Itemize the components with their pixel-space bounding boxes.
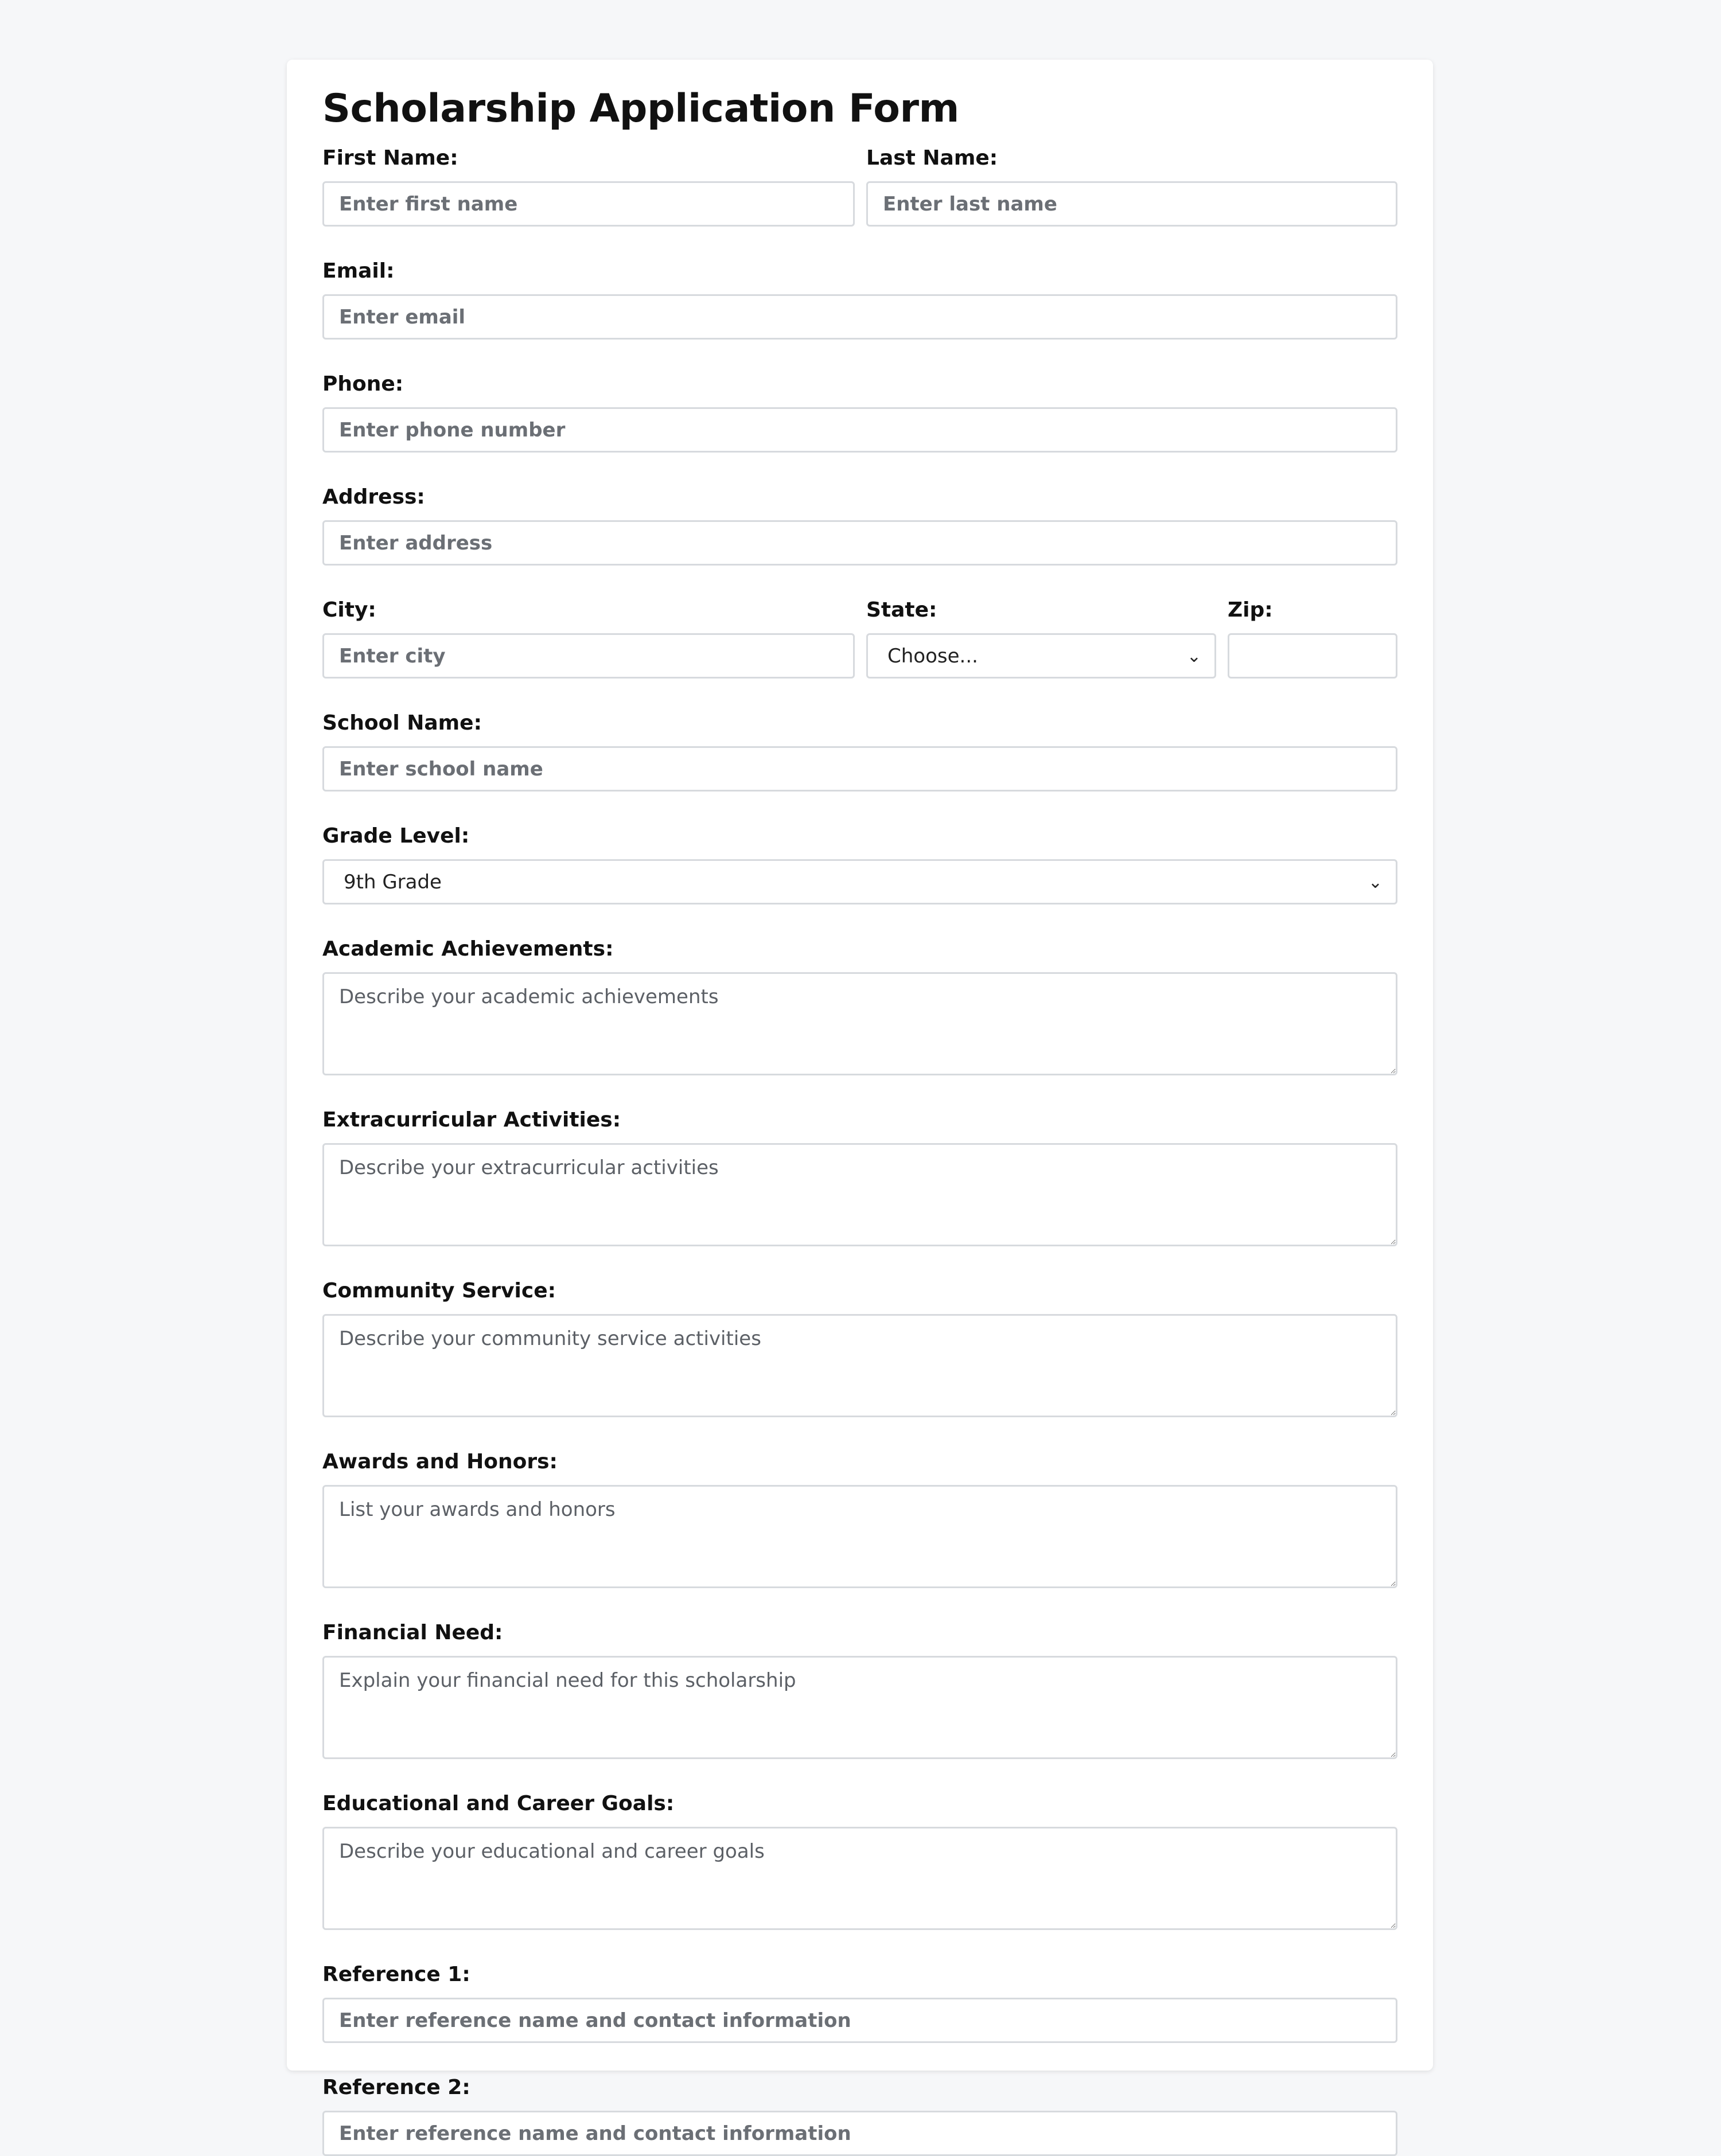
state-label: State:	[866, 598, 937, 622]
reference-1-input[interactable]	[322, 1998, 1397, 2043]
application-form-card	[287, 60, 1433, 2099]
page-title: Scholarship Application Form	[322, 86, 959, 131]
financial-need-label: Financial Need:	[322, 1621, 503, 1644]
state-select[interactable]	[866, 633, 1216, 679]
community-service-label: Community Service:	[322, 1279, 556, 1303]
last-name-input[interactable]	[866, 181, 1397, 227]
zip-input[interactable]	[1228, 633, 1397, 679]
email-label: Email:	[322, 259, 395, 283]
extracurricular-activities-label: Extracurricular Activities:	[322, 1108, 621, 1132]
chevron-down-icon: ⌄	[1186, 646, 1201, 666]
school-name-input[interactable]	[322, 746, 1397, 792]
awards-honors-label: Awards and Honors:	[322, 1450, 558, 1473]
academic-achievements-label: Academic Achievements:	[322, 937, 614, 961]
phone-label: Phone:	[322, 372, 404, 396]
address-input[interactable]	[322, 520, 1397, 566]
extracurricular-activities-textarea[interactable]	[322, 1143, 1397, 1246]
community-service-textarea[interactable]	[322, 1314, 1397, 1417]
reference-2-input[interactable]	[322, 2111, 1397, 2156]
academic-achievements-textarea[interactable]	[322, 972, 1397, 1075]
city-label: City:	[322, 598, 376, 622]
awards-honors-textarea[interactable]	[322, 1485, 1397, 1588]
chevron-down-icon: ⌄	[1368, 872, 1383, 892]
first-name-input[interactable]	[322, 181, 855, 227]
address-label: Address:	[322, 485, 425, 509]
last-name-label: Last Name:	[866, 146, 998, 170]
phone-input[interactable]	[322, 407, 1397, 453]
grade-level-select[interactable]	[322, 859, 1397, 904]
school-name-label: School Name:	[322, 711, 482, 735]
email-input[interactable]	[322, 294, 1397, 340]
career-goals-textarea[interactable]	[322, 1827, 1397, 1930]
state-select-value[interactable]: Choose...	[866, 633, 1216, 679]
first-name-label: First Name:	[322, 146, 458, 170]
zip-label: Zip:	[1228, 598, 1273, 622]
reference-1-label: Reference 1:	[322, 1963, 470, 1986]
city-input[interactable]	[322, 633, 855, 679]
grade-level-label: Grade Level:	[322, 824, 470, 848]
financial-need-textarea[interactable]	[322, 1656, 1397, 1759]
reference-2-label: Reference 2:	[322, 2076, 470, 2099]
grade-level-select-value[interactable]: 9th Grade	[322, 859, 1397, 904]
career-goals-label: Educational and Career Goals:	[322, 1792, 675, 1815]
